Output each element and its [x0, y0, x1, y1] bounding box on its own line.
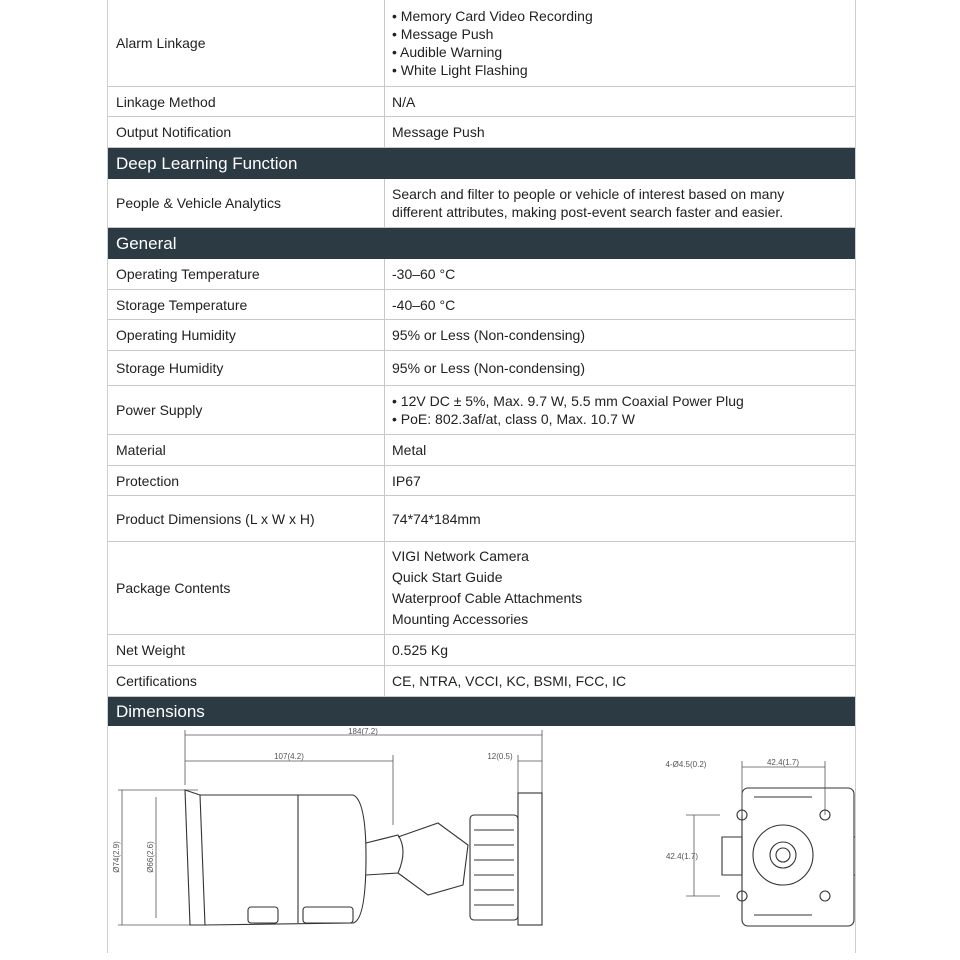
spec-row-operating-humidity — [108, 320, 855, 351]
spec-row-certifications — [108, 666, 855, 697]
value-line: Quick Start Guide — [392, 569, 503, 585]
value-line: Waterproof Cable Attachments — [392, 590, 583, 606]
dim-label-body-diameter: Ø66(2.6) — [146, 841, 155, 873]
dim-label-mount: 12(0.5) — [487, 752, 513, 761]
spec-value — [392, 386, 847, 434]
value-line: CE, NTRA, VCCI, KC, BSMI, FCC, IC — [392, 673, 627, 689]
dimension-drawing-svg — [108, 725, 855, 953]
spec-row-storage-temperature — [108, 290, 855, 320]
spec-row-power-supply — [108, 386, 855, 435]
value-line: -30–60 °C — [392, 266, 456, 282]
dim-label-overall: 184(7.2) — [348, 727, 378, 736]
spec-label: Power Supply — [116, 402, 203, 418]
spec-value — [392, 320, 847, 350]
value-line: IP67 — [392, 472, 421, 489]
dim-label-hole-horizontal: 42.4(1.7) — [766, 758, 800, 767]
spec-value — [392, 87, 847, 116]
value-line: • White Light Flashing — [392, 62, 528, 78]
spec-sheet — [107, 0, 856, 953]
spec-row-operating-temperature — [108, 259, 855, 290]
value-line: VIGI Network Camera — [392, 548, 529, 564]
value-line: • Audible Warning — [392, 44, 503, 60]
spec-value — [392, 466, 847, 495]
spec-value — [392, 290, 847, 319]
dim-label-outer-diameter: Ø74(2.9) — [112, 841, 121, 873]
spec-value — [392, 259, 847, 289]
value-line: • PoE: 802.3af/at, class 0, Max. 10.7 W — [392, 411, 636, 427]
spec-row-people-vehicle — [108, 179, 855, 228]
spec-row-product-dimensions — [108, 496, 855, 542]
spec-row-linkage-method — [108, 87, 855, 117]
spec-label: Alarm Linkage — [116, 35, 206, 51]
section-header-general: General — [108, 228, 855, 259]
value-line: Mounting Accessories — [392, 611, 529, 627]
value-line: -40–60 °C — [392, 296, 456, 313]
spec-label: Net Weight — [116, 642, 185, 658]
value-line: different attributes, making post-event search faster and easier. — [392, 204, 784, 220]
value-line: Metal — [392, 442, 427, 458]
value-line: • 12V DC ± 5%, Max. 9.7 W, 5.5 mm Coaxial Power Plug — [392, 393, 744, 409]
spec-row-output-notification — [108, 117, 855, 148]
spec-row-material — [108, 435, 855, 466]
spec-label: Output Notification — [116, 124, 232, 140]
spec-row-protection — [108, 466, 855, 496]
spec-value — [392, 179, 847, 227]
dim-label-hole-spec: 4-Ø4.5(0.2) — [665, 760, 707, 769]
camera-mount-view — [686, 761, 855, 926]
spec-value — [392, 117, 847, 147]
spec-label: Certifications — [116, 673, 197, 689]
value-line: Search and filter to people or vehicle of interest based on many — [392, 186, 785, 202]
spec-label: Protection — [116, 472, 180, 489]
value-line: • Memory Card Video Recording — [392, 8, 593, 24]
spec-label: Operating Humidity — [116, 327, 236, 343]
spec-row-storage-humidity — [108, 351, 855, 386]
spec-row-alarm-linkage — [108, 0, 855, 87]
spec-label: Storage Humidity — [116, 360, 224, 376]
spec-value — [392, 351, 847, 385]
spec-row-net-weight — [108, 635, 855, 666]
value-line: • Message Push — [392, 26, 494, 42]
spec-value — [392, 635, 847, 665]
spec-label: Linkage Method — [116, 93, 216, 110]
spec-value — [392, 496, 847, 541]
spec-label: Operating Temperature — [116, 266, 260, 282]
value-line: Message Push — [392, 124, 485, 140]
spec-label: Product Dimensions (L x W x H) — [116, 510, 315, 527]
value-line: 0.525 Kg — [392, 642, 449, 658]
spec-label: People & Vehicle Analytics — [116, 195, 281, 211]
dim-label-body: 107(4.2) — [274, 752, 304, 761]
spec-value — [392, 542, 847, 634]
camera-side-view — [185, 790, 542, 925]
dim-label-hole-vertical: 42.4(1.7) — [665, 852, 699, 861]
section-header-dimensions: Dimensions — [108, 697, 855, 726]
dimensions-drawing — [108, 725, 855, 953]
spec-label: Material — [116, 442, 166, 458]
spec-label: Storage Temperature — [116, 296, 248, 313]
spec-value — [392, 435, 847, 465]
value-line: 95% or Less (Non-condensing) — [392, 327, 585, 343]
value-line: N/A — [392, 93, 416, 110]
spec-value — [392, 666, 847, 696]
value-line: 95% or Less (Non-condensing) — [392, 360, 585, 376]
spec-value — [392, 0, 847, 86]
spec-label: Package Contents — [116, 580, 231, 596]
value-line: 74*74*184mm — [392, 510, 481, 527]
section-header-deep-learning: Deep Learning Function — [108, 148, 855, 179]
spec-row-package-contents — [108, 542, 855, 635]
